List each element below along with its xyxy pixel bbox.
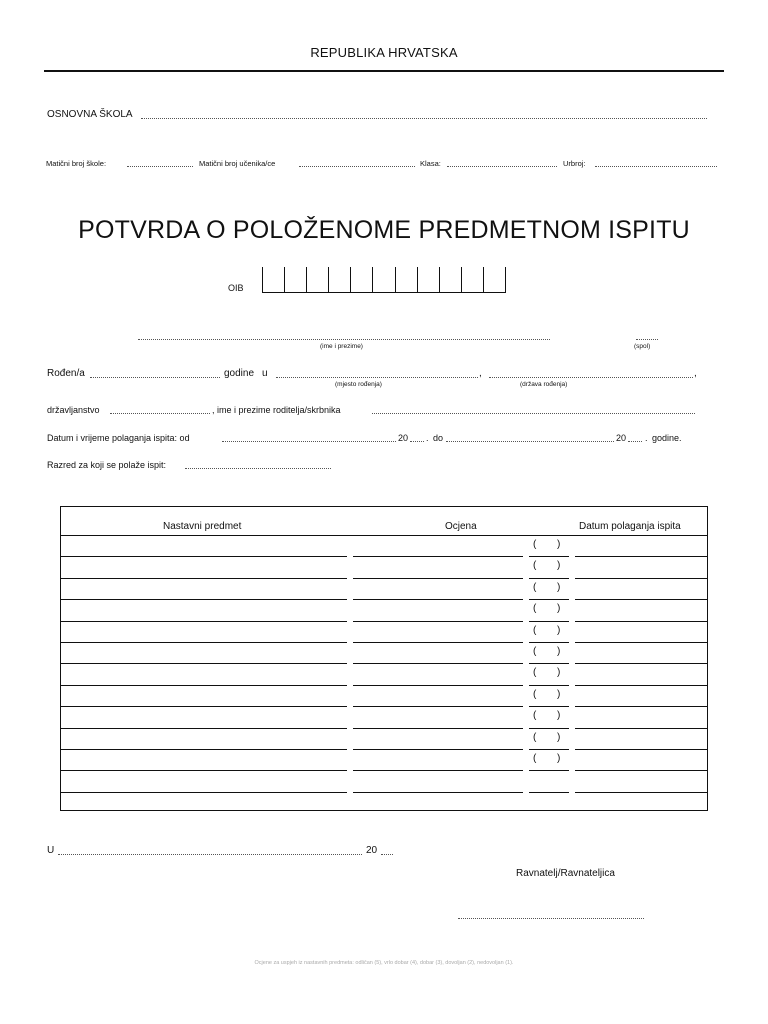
- oib-digit-cell[interactable]: [285, 267, 307, 292]
- grade-paren-close: ): [557, 603, 561, 615]
- grade-row-line: [353, 663, 523, 664]
- grade-row-line: [353, 621, 523, 622]
- date-row-line: [575, 770, 707, 771]
- grade-paren-close: ): [557, 581, 561, 593]
- subject-row-line: [61, 749, 347, 750]
- exam-sep-from: .: [426, 433, 429, 443]
- grade-paren-open: (: [533, 603, 537, 615]
- sex-field[interactable]: [636, 339, 658, 340]
- date-row-line: [575, 556, 707, 557]
- col-grade-header: Ocjena: [445, 521, 477, 532]
- school-name-field[interactable]: [141, 118, 707, 119]
- oib-digit-cell[interactable]: [396, 267, 418, 292]
- student-reg-field[interactable]: [299, 166, 415, 167]
- date-row-line: [575, 749, 707, 750]
- parent-label: , ime i prezime roditelja/skrbnika: [212, 405, 341, 415]
- klasa-field[interactable]: [447, 166, 557, 167]
- grade-paren-close: ): [557, 539, 561, 550]
- header-divider: [44, 70, 724, 72]
- sex-hint: (spol): [634, 343, 651, 350]
- grade-paren-close: ): [557, 667, 561, 679]
- parent-name-field[interactable]: [372, 413, 695, 414]
- birth-comma: ,: [479, 368, 482, 379]
- grade-paren-open: (: [533, 753, 537, 764]
- date-row-line: [575, 792, 707, 793]
- grade-row-line: [353, 792, 523, 793]
- document-header: REPUBLIKA HRVATSKA: [310, 45, 458, 60]
- citizenship-label: državljanstvo: [47, 405, 100, 415]
- place-field[interactable]: [58, 854, 362, 855]
- place-year: 20: [366, 845, 378, 856]
- school-reg-field[interactable]: [127, 166, 193, 167]
- grade-paren-line: [529, 728, 569, 729]
- col-date-header: Datum polaganja ispita: [579, 521, 681, 532]
- table-header-divider: [61, 535, 707, 536]
- grade-paren-close: ): [557, 646, 561, 657]
- grade-level-label: Razred za koji se polaže ispit:: [47, 460, 167, 470]
- oib-digit-cell[interactable]: [307, 267, 329, 292]
- grade-row-line: [353, 770, 523, 771]
- exam-from-field[interactable]: [222, 441, 396, 442]
- grade-row-line: [353, 685, 523, 686]
- grade-paren-open: (: [533, 624, 537, 636]
- grade-paren-line: [529, 792, 569, 793]
- exam-year-from: 20: [398, 433, 409, 443]
- subject-row-line: [61, 599, 347, 600]
- grade-level-field[interactable]: [185, 468, 331, 469]
- place-year-field[interactable]: [381, 854, 393, 855]
- exam-year-to: 20: [616, 433, 627, 443]
- birth-date-field[interactable]: [90, 377, 220, 378]
- grade-paren-line: [529, 685, 569, 686]
- grade-paren-close: ): [557, 710, 561, 722]
- subject-row-line: [61, 621, 347, 622]
- oib-digit-cell[interactable]: [373, 267, 395, 292]
- grade-paren-open: (: [533, 688, 537, 700]
- birth-place-field[interactable]: [276, 377, 478, 378]
- oib-digit-cell[interactable]: [418, 267, 440, 292]
- exam-year-to-field[interactable]: [628, 441, 642, 442]
- grade-paren-line: [529, 599, 569, 600]
- grade-row-line: [353, 706, 523, 707]
- grading-scale-note: Ocjene za uspjeh iz nastavnih predmeta: odličan (5), vrlo dobar (4), dobar (3), dovoljan (2), nedovoljan (1).: [254, 960, 514, 966]
- grade-paren-open: (: [533, 581, 537, 593]
- oib-digit-cell[interactable]: [263, 267, 285, 292]
- exam-end-label: godine.: [652, 433, 682, 443]
- grade-paren-open: (: [533, 560, 537, 572]
- urbroj-label: Urbroj:: [563, 159, 586, 168]
- full-name-hint: (ime i prezime): [320, 343, 363, 350]
- exam-results-table: [60, 506, 708, 811]
- school-label: OSNOVNA ŠKOLA: [47, 109, 133, 120]
- birth-country-field[interactable]: [489, 377, 693, 378]
- grade-paren-open: (: [533, 710, 537, 722]
- exam-time-label: Datum i vrijeme polaganja ispita: od: [47, 433, 190, 443]
- grade-paren-line: [529, 770, 569, 771]
- grade-paren-open: (: [533, 539, 537, 550]
- subject-row-line: [61, 770, 347, 771]
- urbroj-field[interactable]: [595, 166, 717, 167]
- grade-paren-line: [529, 706, 569, 707]
- exam-to-label: do: [433, 433, 444, 443]
- subject-row-line: [61, 685, 347, 686]
- student-reg-label: Matični broj učenika/ce: [199, 159, 276, 168]
- date-row-line: [575, 663, 707, 664]
- place-label: U: [47, 845, 55, 856]
- date-row-line: [575, 599, 707, 600]
- grade-paren-line: [529, 663, 569, 664]
- grade-paren-open: (: [533, 667, 537, 679]
- date-row-line: [575, 642, 707, 643]
- grade-paren-line: [529, 749, 569, 750]
- oib-digit-cell[interactable]: [462, 267, 484, 292]
- birth-in-label: u: [262, 368, 268, 379]
- grade-paren-line: [529, 556, 569, 557]
- grade-row-line: [353, 642, 523, 643]
- oib-label: OIB: [228, 283, 244, 293]
- date-row-line: [575, 578, 707, 579]
- grade-paren-close: ): [557, 688, 561, 700]
- document-title: POTVRDA O POLOŽENOME PREDMETNOM ISPITU: [78, 216, 690, 244]
- grade-paren-close: ): [557, 753, 561, 764]
- exam-to-field[interactable]: [446, 441, 614, 442]
- grade-row-line: [353, 578, 523, 579]
- grade-paren-close: ): [557, 624, 561, 636]
- oib-field[interactable]: [262, 267, 506, 293]
- subject-row-line: [61, 792, 347, 793]
- grade-paren-close: ): [557, 731, 561, 743]
- exam-year-from-field[interactable]: [410, 441, 424, 442]
- grade-paren-open: (: [533, 731, 537, 743]
- citizenship-field[interactable]: [110, 413, 210, 414]
- birth-country-hint: (država rođenja): [520, 381, 568, 388]
- grade-paren-line: [529, 642, 569, 643]
- full-name-field[interactable]: [138, 339, 550, 340]
- date-row-line: [575, 621, 707, 622]
- subject-row-line: [61, 578, 347, 579]
- born-label: Rođen/a: [47, 368, 85, 379]
- birth-year-label: godine: [224, 368, 255, 379]
- grade-paren-line: [529, 578, 569, 579]
- date-row-line: [575, 728, 707, 729]
- oib-digit-cell[interactable]: [329, 267, 351, 292]
- birth-comma-end: ,: [694, 368, 697, 379]
- school-reg-label: Matični broj škole:: [46, 159, 107, 168]
- exam-sep-to: .: [645, 433, 648, 443]
- grade-paren-open: (: [533, 646, 537, 657]
- signature-line[interactable]: [458, 918, 644, 919]
- grade-row-line: [353, 749, 523, 750]
- klasa-label: Klasa:: [420, 159, 441, 168]
- grade-paren-close: ): [557, 560, 561, 572]
- subject-row-line: [61, 556, 347, 557]
- subject-row-line: [61, 706, 347, 707]
- grade-paren-line: [529, 621, 569, 622]
- col-subject-header: Nastavni predmet: [163, 521, 242, 532]
- signature-label: Ravnatelj/Ravnateljica: [516, 868, 615, 879]
- grade-row-line: [353, 599, 523, 600]
- date-row-line: [575, 706, 707, 707]
- grade-row-line: [353, 556, 523, 557]
- subject-row-line: [61, 663, 347, 664]
- oib-digit-cell[interactable]: [351, 267, 373, 292]
- subject-row-line: [61, 642, 347, 643]
- grade-row-line: [353, 728, 523, 729]
- subject-row-line: [61, 728, 347, 729]
- oib-digit-cell[interactable]: [484, 267, 505, 292]
- oib-digit-cell[interactable]: [440, 267, 462, 292]
- birth-place-hint: (mjesto rođenja): [335, 381, 382, 388]
- date-row-line: [575, 685, 707, 686]
